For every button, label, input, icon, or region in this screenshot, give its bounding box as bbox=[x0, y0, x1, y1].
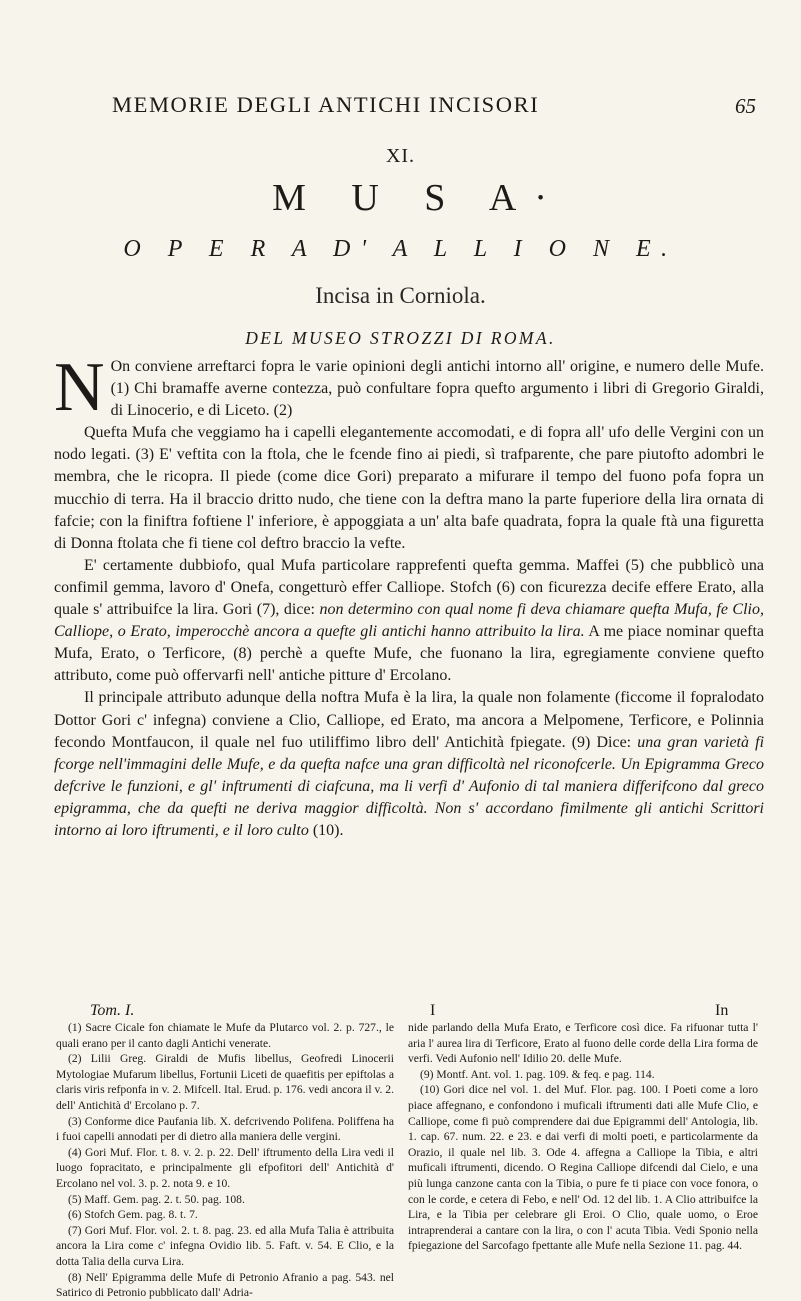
volume-label: Tom. I. bbox=[90, 1002, 135, 1019]
footnote-6: (6) Stofch Gem. pag. 8. t. 7. bbox=[68, 1208, 198, 1222]
montfaucon-quote: una gran varietà fi fcorge nell'immagini delle Mufe, e da quefta nafce una gran difficoltà nel riconofcerle. Un Epigramma Greco defcrive le funzioni, e gl' inftrumenti di ciafcuna, ma li verfi d' Aufonio di tal maniera differifcono dal greco epigramma, che da quefti ne deriva maggior difficoltà. Non s' accordano fimilmente gli antichi Scrittori intorno ai loro iftrumenti, e il loro culto bbox=[54, 733, 765, 839]
running-title: MEMORIE DEGLI ANTICHI INCISORI bbox=[112, 92, 540, 117]
footnote-7: (7) Gori Muf. Flor. vol. 2. t. 8. pag. 23. ed alla Mufa Talia è attribuita ancora la Lira come c' infegna Ovidio lib. 5. Faft. v. 54. E Clio, e la dotta Talia della curva Lira. bbox=[56, 1223, 394, 1268]
gem-subtitle: O P E R A D' A L L I O N E. bbox=[123, 236, 678, 262]
footnote-9: (9) Montf. Ant. vol. 1. pag. 109. & feq. e pag. 114. bbox=[420, 1067, 655, 1081]
collection-line: DEL MUSEO STROZZI DI ROMA. bbox=[245, 328, 556, 348]
signature-mark: I bbox=[430, 1002, 436, 1019]
footnotes-right bbox=[408, 1020, 758, 1254]
paragraph-4-text-c: (10). bbox=[308, 821, 344, 839]
footnote-8: (8) Nell' Epigramma delle Mufe di Petronio Afranio a pag. 543. nel Satirico di Petronio pubblicato dall' Adria- bbox=[56, 1270, 394, 1300]
drop-cap: N bbox=[54, 349, 105, 426]
footnote-1: (1) Sacre Cicale fon chiamate le Mufe da Plutarco vol. 2. p. 727., le quali erano per il canto dagli Antichi venerate. bbox=[56, 1021, 394, 1050]
gem-title: M U S A· bbox=[272, 177, 565, 219]
footnote-5: (5) Maff. Gem. pag. 2. t. 50. pag. 108. bbox=[68, 1192, 245, 1206]
signature-line bbox=[90, 1002, 730, 1020]
gori-quote: non determino con qual nome fi deva chiamare quefta Mufa, fe Clio, Calliope, o Erato, imperocchè ancora a quefte gli antichi hanno attribuito la lira. bbox=[54, 601, 764, 641]
paragraph-3-text-c: A me piace nominar quefta Mufa, Erato, o Terficore, (8) perchè a quefte Mufe, che fuonano la lira, egregiamente conviene quefto attributo, come può offervarfi nell' antiche pitture d' Ercolano. bbox=[54, 623, 765, 685]
footnote-8-continued: nide parlando della Mufa Erato, e Terficore così dice. Fa rifuonar tutta l' aria l' aurea lira di Terficore, Erato al fuono delle corde della Lira forma de verfi. Vedi Aufonio nell' Idilio 20. delle Mufe. bbox=[408, 1021, 758, 1066]
main-text bbox=[54, 349, 765, 842]
paragraph-1 bbox=[54, 349, 764, 426]
paragraph-4-text-a: Il principale attributo adunque della noftra Mufa è la lira, la quale non folamente (ficcome il fopralodato Dottor Gori c' infegna) conviene a Clio, Calliope, ed Erato, ma ancora a Melpomene, Terficore, e Polinnia fecondo Montfaucon, il quale nel fuo utiliffimo libro dell' Antichità fpiegate. (9) Dice: bbox=[54, 689, 764, 751]
paragraph-3-text-a: E' certamente dubbiofo, qual Mufa particolare rapprefenti quefta gemma. Maffei (5) che pubblicò una confimil gemma, lavoro d' Onefa, congetturò effer Calliope. Stofch (6) con ficurezza decife effere Erato, alla quale s' attribuifce la lira. Gori (7), dice: bbox=[54, 556, 764, 619]
engraving-medium: Incisa in Corniola. bbox=[315, 283, 486, 308]
footnote-4: (4) Gori Muf. Flor. t. 8. v. 2. p. 22. Dell' iftrumento della Lira vedi il luogo fopracitato, e principalmente gli efpofitori dell' Antichità d' Ercolano nel vol. 3. p. 2. nota 9. e 10. bbox=[56, 1145, 394, 1190]
paragraph-1-text: On conviene arreftarci fopra le varie opinioni degli antichi intorno all' origine, e numero delle Mufe. (1) Chi bramaffe averne contezza, può confultare fopra quefto argumento i libri di Gregorio Giraldi, di Linocerio, e di Liceto. (2) bbox=[110, 358, 764, 420]
paragraph-2: Quefta Mufa che veggiamo ha i capelli elegantemente accomodati, e di fopra all' ufo delle Vergini con un nodo legati. (3) E' veftita con la ftola, che le fcende fino ai piedi, sì trafparente, che pare piutofto adombri le membra, che le ricopra. Il piede (come dice Gori) preparato a mifurare il tempo del fuono pofa fopra un mucchio di terra. Ha il braccio dritto nudo, che tiene con la deftra mano la parte fuperiore della lira ornata di fafcie; con la finiftra foftiene l' inferiore, è appoggiata a un' alta bafe quadrata, fopra la quale ftà una figuretta di Donna ftolata che fi tiene col deftro braccio la vefte. bbox=[54, 424, 764, 552]
paragraph-4 bbox=[54, 687, 764, 842]
footnote-3: (3) Conforme dice Paufania lib. X. defcrivendo Polifena. Poliffena ha i fuoi capelli annodati per di dietro alla maniera delle vergini. bbox=[56, 1114, 394, 1144]
page-number: 65 bbox=[735, 94, 756, 118]
footnote-2: (2) Lilii Greg. Giraldi de Mufis libellus, Geofredi Linocerii Mytologiae Mufarum libellus, Fortunii Liceti de quaefitis per epiftolas a claris viris refponfa in v. 2. Mifcell. Ital. Erud. p. 176. vedi ancora il v. 2. dell' Antichità d' Ercolano p. 7. bbox=[56, 1052, 394, 1112]
section-number: XI. bbox=[385, 145, 416, 167]
footnotes-left bbox=[56, 1020, 394, 1301]
catchword: In bbox=[715, 1002, 729, 1019]
paragraph-3 bbox=[54, 555, 764, 688]
footnote-10: (10) Gori dice nel vol. 1. del Muf. Flor. pag. 100. I Poeti come a loro piace affegnano, e confondono i muficali iftrumenti dati alle Mufe Clio, e Calliope, come fi può comprendere dai due Epigrammi dell' Antologia, lib. 1. cap. 67. num. 22. e 23. e dai verfi di molti poeti, e particolarmente da Orazio, il quale nel lib. 3. Ode 4. affegna a Calliope la Tibia, e altri muficali iftrumenti, dicendo. O Regina Calliope difcendi dal Cielo, e una più lunga canzone canta con la Tibia, o pure fe ti piace con voce fonora, o con le corde, e cetera di Febo, e nell' Od. 12 del lib. 1. A Clio attribuifce la Lira, e la Tibia per celebrare gli Eroi. O Clio, quale uomo, o Eroe intraprenderai a cantare con la lira, o con l' acuta Tibia. Vedi Sponio nella fpiegazione del Sarcofago fpettante alle Mufe nella Sezione 11. pag. 44. bbox=[408, 1083, 758, 1253]
